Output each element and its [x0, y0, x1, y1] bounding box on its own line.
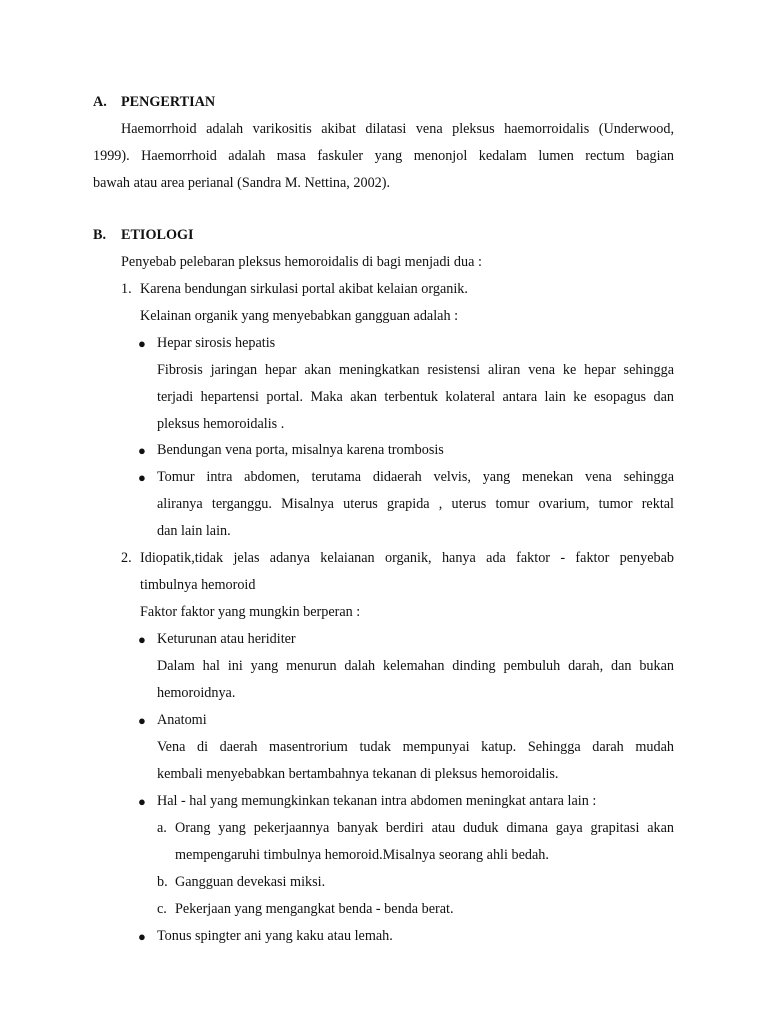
bullet-2-2-line-1: Vena di daerah masentrorium tudak mempunyai katup. Sehingga darah mudah [157, 739, 674, 755]
bullet-icon: ● [138, 470, 146, 485]
section-a-line-2: 1999). Haemorrhoid adalah masa faskuler yang menonjol kedalam lumen rectum bagian [93, 148, 674, 164]
bullet-icon: ● [138, 929, 146, 944]
bullet-icon: ● [138, 713, 146, 728]
section-b-heading: ETIOLOGI [121, 227, 194, 243]
item-1-sub: Kelainan organik yang menyebabkan gangguan adalah : [140, 308, 459, 324]
letter-a-line-1: Orang yang pekerjaannya banyak berdiri atau duduk dimana gaya grapitasi akan [175, 820, 674, 836]
section-b-marker: B. [93, 227, 107, 243]
bullet-1-3-line-2: aliranya terganggu. Misalnya uterus grapida , uterus tomur ovarium, tumor rektal [157, 496, 674, 512]
letter-c-marker: c. [157, 901, 167, 917]
bullet-icon: ● [138, 336, 146, 351]
letter-a-marker: a. [157, 820, 167, 836]
item-2-line-2: timbulnya hemoroid [140, 577, 256, 593]
item-1-marker: 1. [121, 281, 132, 297]
bullet-1-1-line-3: pleksus hemoroidalis . [157, 416, 285, 432]
bullet-2-2-line-2: kembali menyebabkan bertambahnya tekanan di pleksus hemoroidalis. [157, 766, 559, 782]
bullet-icon: ● [138, 794, 146, 809]
bullet-2-2-title: Anatomi [157, 712, 207, 728]
section-a-line-3: bawah atau area perianal (Sandra M. Nettina, 2002). [93, 175, 391, 191]
section-a-heading: PENGERTIAN [121, 94, 216, 110]
section-b-intro: Penyebab pelebaran pleksus hemoroidalis di bagi menjadi dua : [121, 254, 482, 270]
letter-c-line-1: Pekerjaan yang mengangkat benda - benda berat. [175, 901, 454, 917]
bullet-1-3-line-3: dan lain lain. [157, 523, 231, 539]
bullet-2-1-line-1: Dalam hal ini yang menurun dalah kelemahan dinding pembuluh darah, dan bukan [157, 658, 674, 674]
section-a-line-1: Haemorrhoid adalah varikositis akibat dilatasi vena pleksus haemorroidalis (Underwood, [121, 121, 674, 137]
bullet-1-1-line-1: Fibrosis jaringan hepar akan meningkatkan resistensi aliran vena ke hepar sehingga [157, 362, 674, 378]
bullet-2-4-title: Tonus spingter ani yang kaku atau lemah. [157, 928, 393, 944]
bullet-1-1-title: Hepar sirosis hepatis [157, 335, 276, 351]
letter-b-marker: b. [157, 874, 168, 890]
section-a-marker: A. [93, 94, 107, 110]
bullet-2-3-title: Hal - hal yang memungkinkan tekanan intra abdomen meningkat antara lain : [157, 793, 597, 809]
bullet-2-1-title: Keturunan atau heriditer [157, 631, 296, 647]
item-2-line-1: Idiopatik,tidak jelas adanya kelaianan organik, hanya ada faktor - faktor penyebab [140, 550, 674, 566]
bullet-2-1-line-2: hemoroidnya. [157, 685, 236, 701]
bullet-1-3-line-1: Tomur intra abdomen, terutama didaerah velvis, yang menekan vena sehingga [157, 469, 674, 485]
item-2-sub: Faktor faktor yang mungkin berperan : [140, 604, 361, 620]
letter-b-line-1: Gangguan devekasi miksi. [175, 874, 326, 890]
bullet-1-2-title: Bendungan vena porta, misalnya karena trombosis [157, 442, 444, 458]
item-2-marker: 2. [121, 550, 132, 566]
bullet-icon: ● [138, 443, 146, 458]
bullet-icon: ● [138, 632, 146, 647]
bullet-1-1-line-2: terjadi hepartensi portal. Maka akan terbentuk kolateral antara lain ke esopagus dan [157, 389, 674, 405]
letter-a-line-2: mempengaruhi timbulnya hemoroid.Misalnya seorang ahli bedah. [175, 847, 549, 863]
item-1-text: Karena bendungan sirkulasi portal akibat kelaian organik. [140, 281, 468, 297]
